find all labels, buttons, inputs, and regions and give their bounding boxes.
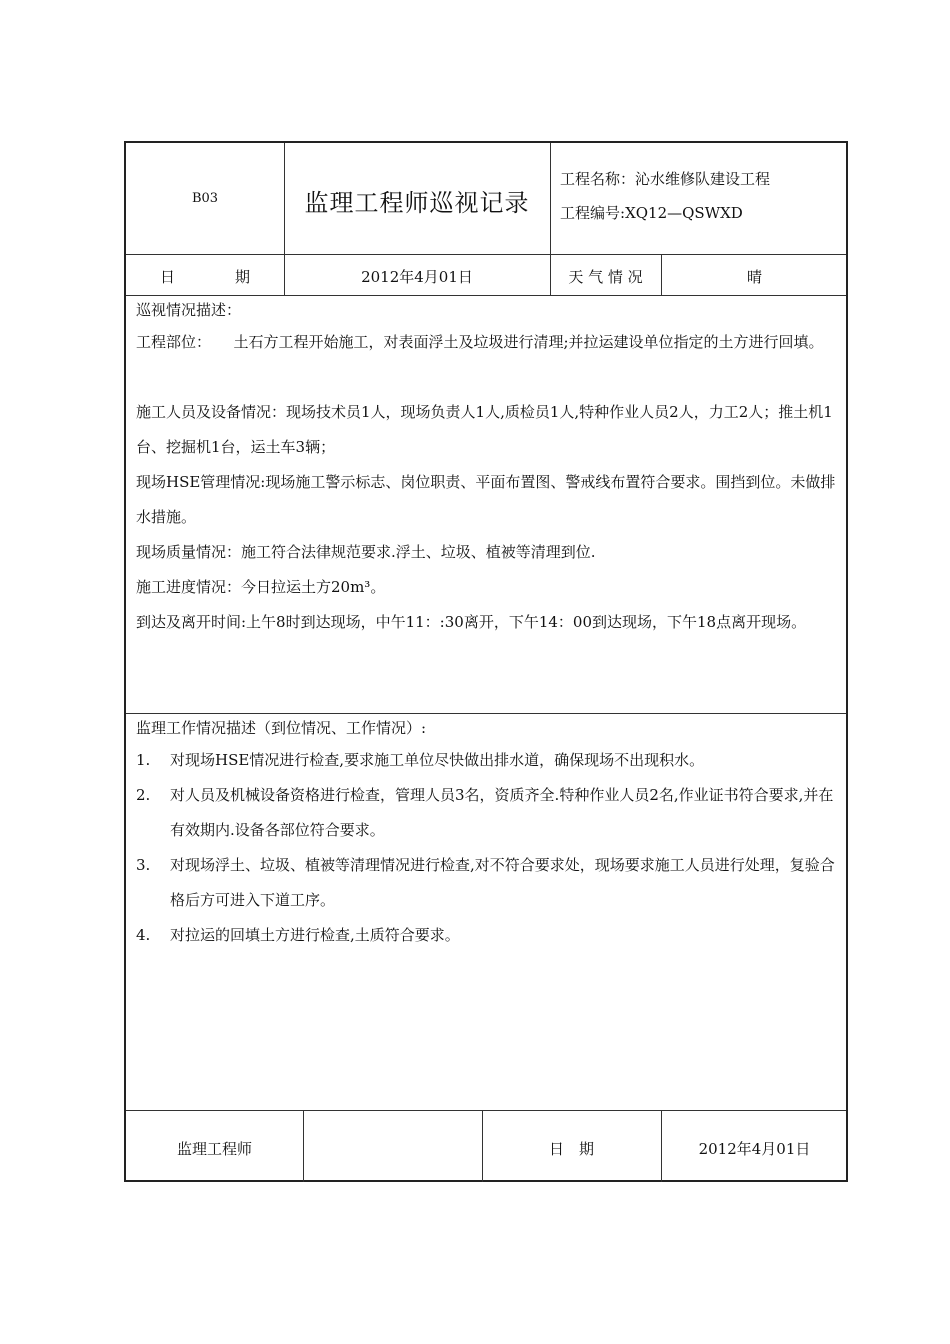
project-name: 沁水维修队建设工程 xyxy=(635,170,771,188)
patrol-record-form xyxy=(124,141,848,1182)
footer-date-value: 2012年4月01日 xyxy=(698,1140,811,1158)
supervision-item xyxy=(136,918,840,953)
weather-value: 晴 xyxy=(746,268,762,286)
row-divider xyxy=(126,713,846,714)
footer-date-label: 日 期 xyxy=(548,1140,594,1158)
patrol-paragraph: 到达及离开时间:上午8时到达现场，中午11：:30离开，下午14：00到达现场，下午18点离开现场。 xyxy=(136,613,807,631)
patrol-heading: 巡视情况描述： xyxy=(136,301,242,319)
item-text: 对现场浮土、垃圾、植被等清理情况进行检查,对不符合要求处，现场要求施工人员进行处理，复验合格后方可进入下道工序。 xyxy=(170,856,835,909)
weather-label: 天 气 情 况 xyxy=(568,268,643,286)
date-value: 2012年4月01日 xyxy=(361,268,473,286)
supervision-heading: 监理工作情况描述（到位情况、工作情况）: xyxy=(136,719,427,737)
project-no-line xyxy=(560,202,743,223)
patrol-paragraph: 施工人员及设备情况：现场技术员1人，现场负责人1人,质检员1人,特种作业人员2人，力工2人；推土机1台、挖掘机1台，运土车3辆； xyxy=(136,403,833,456)
patrol-paragraph: 现场质量情况：施工符合法律规范要求.浮土、垃圾、植被等清理到位. xyxy=(136,543,596,561)
supervision-item xyxy=(136,778,840,848)
item-number: 4. xyxy=(136,926,151,944)
project-no: XQ12—QSWXD xyxy=(625,204,743,222)
item-text: 对现场HSE情况进行检查,要求施工单位尽快做出排水道，确保现场不出现积水。 xyxy=(170,751,705,769)
page-title: 监理工程师巡视记录 xyxy=(304,189,530,217)
project-no-label: 工程编号: xyxy=(560,204,626,222)
row-divider xyxy=(126,1110,846,1111)
patrol-paragraph: 工程部位： 土石方工程开始施工，对表面浮土及垃圾进行清理;并拉运建设单位指定的土方进行回填。 xyxy=(136,333,824,351)
engineer-label: 监理工程师 xyxy=(176,1140,252,1158)
project-name-label: 工程名称： xyxy=(560,170,636,188)
item-number: 3. xyxy=(136,856,151,874)
row-divider xyxy=(126,254,846,255)
item-text: 对人员及机械设备资格进行检查，管理人员3名，资质齐全.特种作业人员2名,作业证书符合要求,并在有效期内.设备各部位符合要求。 xyxy=(170,786,834,839)
supervision-item xyxy=(136,848,840,918)
patrol-paragraph: 现场HSE管理情况:现场施工警示标志、岗位职责、平面布置图、警戒线布置符合要求。围挡到位。未做排水措施。 xyxy=(136,473,836,526)
item-number: 1. xyxy=(136,751,151,769)
date-label: 日 期 xyxy=(159,268,250,286)
patrol-paragraph: 施工进度情况：今日拉运土方20m³。 xyxy=(136,578,386,596)
project-name-line xyxy=(560,168,770,189)
supervision-item xyxy=(136,743,840,778)
form-code: B03 xyxy=(191,191,219,206)
row-divider xyxy=(126,295,846,296)
column-divider xyxy=(303,1110,304,1182)
item-number: 2. xyxy=(136,786,151,804)
item-text: 对拉运的回填土方进行检查,土质符合要求。 xyxy=(170,926,460,944)
